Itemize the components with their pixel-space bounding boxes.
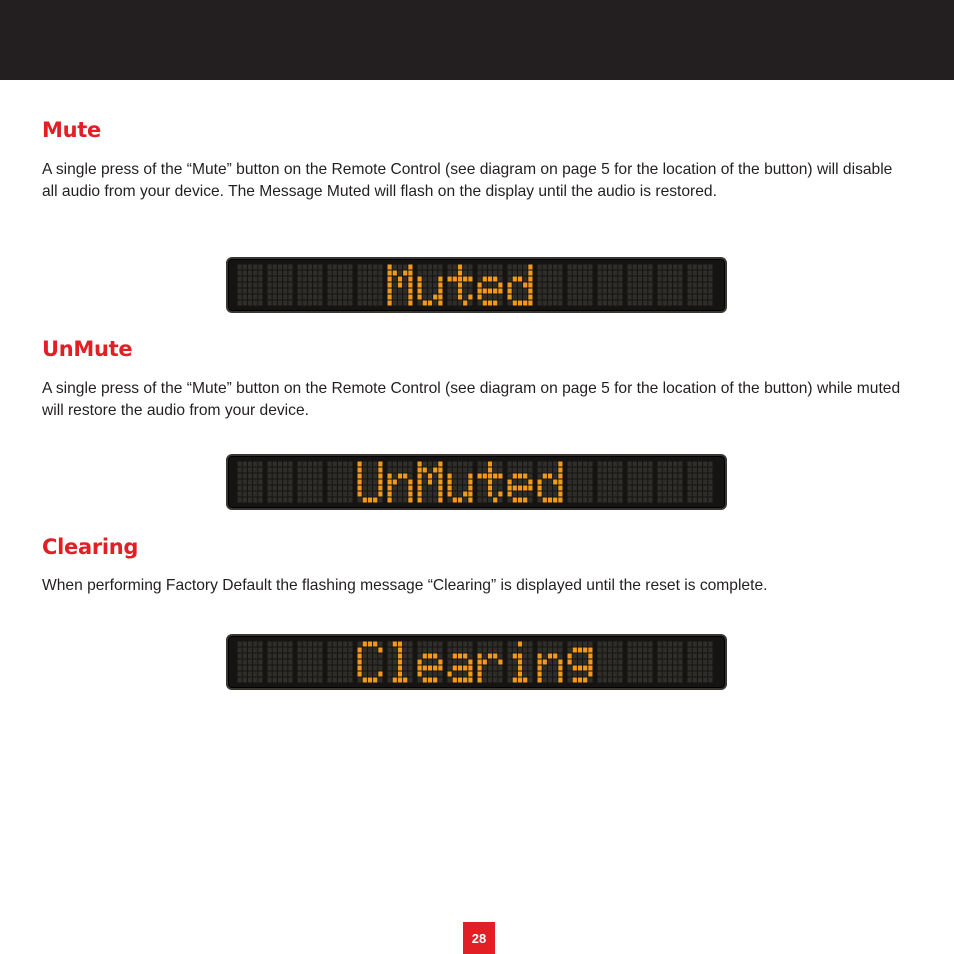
lcd-display-clearing xyxy=(226,634,727,690)
lcd-char-cell xyxy=(448,462,473,503)
lcd-matrix-muted xyxy=(228,259,725,311)
lcd-char-cell xyxy=(538,462,563,503)
page-header-bar xyxy=(0,0,954,80)
lcd-matrix-unmuted xyxy=(228,456,725,508)
lcd-blank-cell xyxy=(268,642,293,683)
lcd-blank-cell xyxy=(628,462,653,503)
lcd-blank-cell xyxy=(688,462,713,503)
lcd-char-cell xyxy=(508,642,533,683)
lcd-char-cell xyxy=(478,642,503,683)
lcd-display-muted xyxy=(226,257,727,313)
lcd-blank-cell xyxy=(658,265,683,306)
lcd-char-cell xyxy=(568,642,593,683)
lcd-blank-cell xyxy=(328,265,353,306)
lcd-blank-cell xyxy=(628,642,653,683)
lcd-matrix-clearing xyxy=(228,636,725,688)
lcd-char-cell xyxy=(358,462,383,503)
lcd-char-cell xyxy=(478,462,503,503)
section-heading-unmute: UnMute xyxy=(42,337,133,361)
lcd-blank-cell xyxy=(268,462,293,503)
lcd-char-cell xyxy=(388,642,413,683)
lcd-blank-cell xyxy=(598,642,623,683)
lcd-blank-cell xyxy=(598,265,623,306)
lcd-char-cell xyxy=(538,642,563,683)
section-body-clearing: When performing Factory Default the flashing message “Clearing” is displayed until the reset is complete. xyxy=(42,577,768,594)
lcd-blank-cell xyxy=(358,265,383,306)
lcd-blank-cell xyxy=(568,462,593,503)
lcd-blank-cell xyxy=(688,642,713,683)
lcd-char-cell xyxy=(508,265,533,306)
page-number: 28 xyxy=(463,922,495,954)
lcd-char-cell xyxy=(418,642,443,683)
lcd-blank-cell xyxy=(328,462,353,503)
lcd-char-cell xyxy=(358,642,383,683)
lcd-blank-cell xyxy=(538,265,563,306)
lcd-blank-cell xyxy=(628,265,653,306)
lcd-blank-cell xyxy=(298,265,323,306)
lcd-blank-cell xyxy=(688,265,713,306)
lcd-char-cell xyxy=(388,462,413,503)
lcd-blank-cell xyxy=(238,642,263,683)
lcd-blank-cell xyxy=(328,642,353,683)
section-body-mute: A single press of the “Mute” button on the Remote Control (see diagram on page 5 for the location of the button) will disable all audio from your device. The Message Muted will flash on the display until the audio is restored. xyxy=(42,161,893,200)
section-heading-mute: Mute xyxy=(42,118,101,142)
lcd-blank-cell xyxy=(298,642,323,683)
lcd-char-cell xyxy=(388,265,413,306)
lcd-display-unmuted xyxy=(226,454,727,510)
lcd-blank-cell xyxy=(598,462,623,503)
lcd-char-cell xyxy=(418,265,443,306)
section-heading-clearing: Clearing xyxy=(42,535,139,559)
lcd-blank-cell xyxy=(568,265,593,306)
lcd-char-cell xyxy=(508,462,533,503)
lcd-char-cell xyxy=(418,462,443,503)
lcd-blank-cell xyxy=(298,462,323,503)
lcd-blank-cell xyxy=(238,462,263,503)
lcd-blank-cell xyxy=(268,265,293,306)
lcd-blank-cell xyxy=(658,462,683,503)
lcd-char-cell xyxy=(448,642,473,683)
section-body-unmute: A single press of the “Mute” button on the Remote Control (see diagram on page 5 for the location of the button) while muted will restore the audio from your device. xyxy=(42,380,901,419)
lcd-blank-cell xyxy=(238,265,263,306)
lcd-char-cell xyxy=(448,265,473,306)
lcd-char-cell xyxy=(478,265,503,306)
lcd-blank-cell xyxy=(658,642,683,683)
